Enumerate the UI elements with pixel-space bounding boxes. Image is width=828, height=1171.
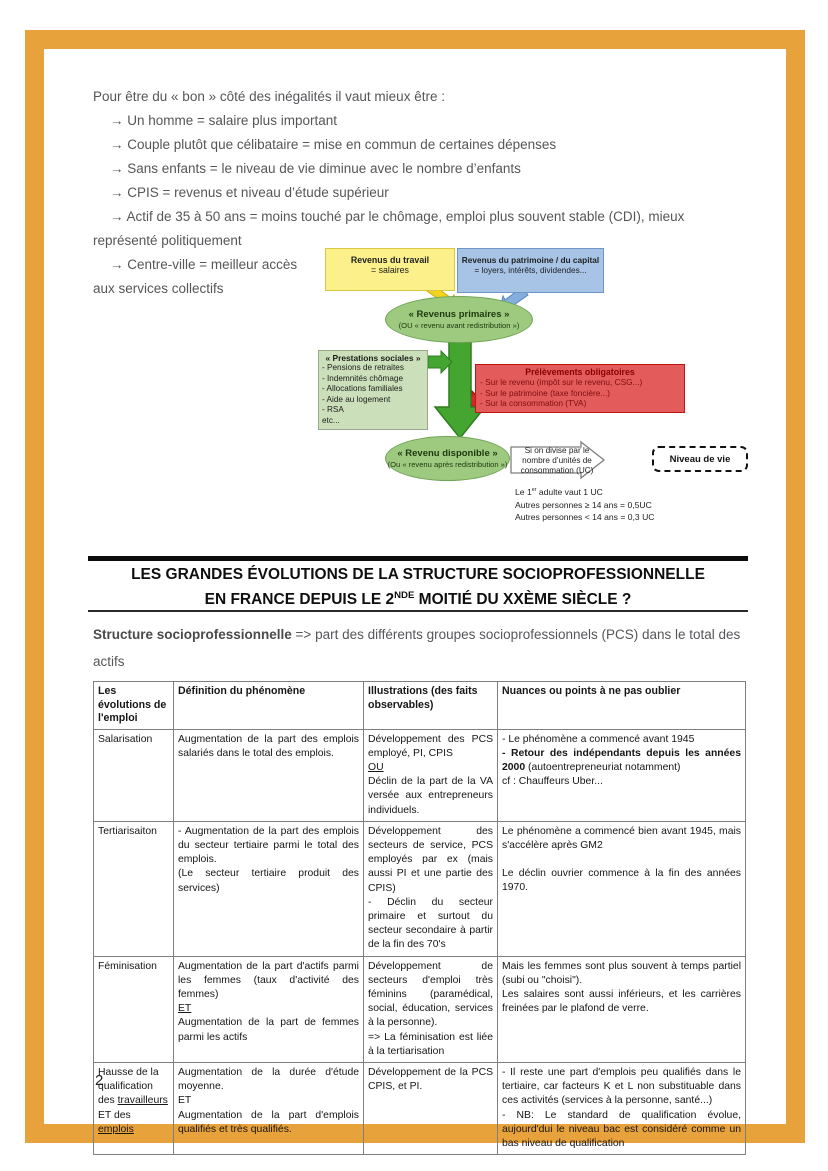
social-benefits-item: - Pensions de retraites [322, 363, 404, 372]
table-cell: Hausse de la qualification des travailleurs ET des emplois [94, 1062, 174, 1154]
table-row [94, 956, 746, 1062]
table-header-cell: Nuances ou points à ne pas oublier [498, 682, 746, 730]
disposable-income-ellipse [385, 436, 510, 481]
income-redistribution-diagram [315, 245, 755, 530]
social-benefits-title: « Prestations sociales » [325, 353, 421, 363]
table-header-row [94, 682, 746, 730]
section-title-line2: EN FRANCE DEPUIS LE 2NDE MOITIÉ DU XXÈME SIÈCLE ? [204, 590, 632, 609]
table-header-cell: Les évolutions de l'emploi [94, 682, 174, 730]
table-header-cell: Définition du phénomène [174, 682, 364, 730]
definition-paragraph [93, 621, 748, 675]
table-cell: - Augmentation de la part des emplois du secteur tertiaire parmi le total des emplois. (Le secteur tertiaire produit des services) [174, 821, 364, 956]
table-row [94, 1062, 746, 1154]
table-cell: Salarisation [94, 729, 174, 821]
list-item: → Sans enfants = le niveau de vie diminue avec le nombre d’enfants [110, 161, 521, 176]
social-benefits-item: - Allocations familiales [322, 384, 403, 394]
disposable-income-title: « Revenu disponible » [397, 448, 498, 459]
table-cell: Mais les femmes sont plus souvent à temps partiel (subi ou "choisi"). Les salaires sont aussi inférieurs, et les carrières freinées par le plafond de verre. [498, 956, 746, 1062]
uc-note-line2: Autres personnes ≥ 14 ans = 0,5UC [515, 499, 652, 510]
table-cell: - Le phénomène a commencé avant 1945 - Retour des indépendants depuis les années 2000 (autoentrepreneuriat notamment) cf : Chauffeurs Uber... [498, 729, 746, 821]
divide-arrow-label: Si on divise par le nombre d’unités de consommation (UC) [520, 446, 594, 475]
table-cell: Féminisation [94, 956, 174, 1062]
table-cell: Développement de la PCS CPIS, et PI. [364, 1062, 498, 1154]
table-cell: - Il reste une part d'emplois peu qualifiés dans le tertiaire, car facteurs K et L non substituable dans ces activités (services à la personne, santé...) - NB: Le standard de qualification évolue, aujourd'dui le niveau bac est considéré comme un bas niveau de qualification [498, 1062, 746, 1154]
list-item: → Centre-ville = meilleur accès [110, 257, 298, 272]
list-item: → Un homme = salaire plus important [110, 113, 337, 128]
uc-note-line1: Le 1er adulte vaut 1 UC [515, 486, 603, 497]
list-item: → Actif de 35 à 50 ans = moins touché par le chômage, emploi plus souvent stable (CDI), mieux [110, 209, 685, 224]
table-cell: Tertiarisaiton [94, 821, 174, 956]
section-title-line1: LES GRANDES ÉVOLUTIONS DE LA STRUCTURE SOCIOPROFESSIONNELLE [131, 566, 705, 583]
mandatory-levies-item: - Sur la consommation (TVA) [480, 398, 587, 409]
disposable-income-subtitle: (Ou « revenu après redistribution ») [387, 460, 508, 469]
social-benefits-item: etc... [322, 415, 340, 425]
title-rule-thin [88, 610, 748, 612]
primary-income-ellipse [385, 296, 533, 343]
table-header-cell: Illustrations (des faits observables) [364, 682, 498, 730]
table-cell: Développement de secteurs d'emploi très féminins (paramédical, social, éducation, services à la personne). => La féminisation est liée à la tertiarisation [364, 956, 498, 1062]
work-income-subtitle: = salaires [371, 265, 409, 275]
capital-income-subtitle: = loyers, intérêts, dividendes... [474, 265, 587, 275]
consumption-units-note [515, 484, 655, 524]
table-cell: Augmentation de la part d'actifs parmi les femmes (taux d'activité des femmes) ET Augmentation de la part de femmes parmi les actifs [174, 956, 364, 1062]
table-cell: Augmentation de la part des emplois salariés dans le total des emplois. [174, 729, 364, 821]
table-cell: Le phénomène a commencé bien avant 1945, mais s'accélère après GM2 Le déclin ouvrier commence à la fin des années 1970. [498, 821, 746, 956]
living-standard-box [652, 446, 748, 472]
table-row [94, 729, 746, 821]
list-item: → Couple plutôt que célibataire = mise en commun de certaines dépenses [110, 137, 557, 152]
social-benefits-item: - Indemnités chômage [322, 373, 404, 383]
social-benefits-box [318, 350, 428, 430]
list-item-continuation: aux services collectifs [93, 281, 224, 296]
definition-text: => part des différents groupes socioprofessionnels (PCS) dans le total des actifs [93, 627, 741, 669]
list-item: → CPIS = revenus et niveau d’étude supérieur [110, 185, 389, 200]
social-benefits-item: - RSA [322, 405, 344, 415]
mandatory-levies-title: Prélèvements obligatoires [525, 367, 635, 377]
page-number: 2 [95, 1072, 104, 1089]
capital-income-title: Revenus du patrimoine / du capital [461, 255, 600, 265]
table-row [94, 821, 746, 956]
work-income-box [325, 248, 455, 291]
living-standard-title: Niveau de vie [669, 453, 731, 465]
section-title [88, 564, 748, 610]
table-cell: Développement des secteurs de service, PCS employés par ex (mais aussi PI et une partie des CPIS) - Déclin du secteur primaire et surtout du secteur secondaire à partir de la fin des 70's [364, 821, 498, 956]
social-benefits-item: - Aide au logement [322, 394, 391, 404]
primary-income-subtitle: (OU « revenu avant redistribution ») [398, 321, 520, 330]
employment-evolutions-table [93, 681, 746, 1155]
definition-term: Structure socioprofessionnelle [93, 627, 292, 642]
mandatory-levies-item: - Sur le revenu (impôt sur le revenu, CSG...) [480, 377, 643, 387]
list-item-continuation: représenté politiquement [93, 233, 242, 248]
mandatory-levies-box [475, 364, 685, 413]
primary-income-title: « Revenus primaires » [408, 309, 510, 320]
table-cell: Augmentation de la durée d'étude moyenne. ET Augmentation de la part d'emplois qualifiés et très qualifiés. [174, 1062, 364, 1154]
capital-income-box [457, 248, 604, 293]
table-cell: Développement des PCS employé, PI, CPIS OU Déclin de la part de la VA versée aux entrepreneurs individuels. [364, 729, 498, 821]
uc-note-line3: Autres personnes < 14 ans = 0,3 UC [515, 512, 655, 523]
intro-line: Pour être du « bon » côté des inégalités il vaut mieux être : [93, 89, 445, 104]
work-income-title: Revenus du travail [350, 255, 430, 265]
title-rule-thick [88, 556, 748, 561]
mandatory-levies-item: - Sur le patrimoine (taxe foncière...) [480, 387, 611, 398]
